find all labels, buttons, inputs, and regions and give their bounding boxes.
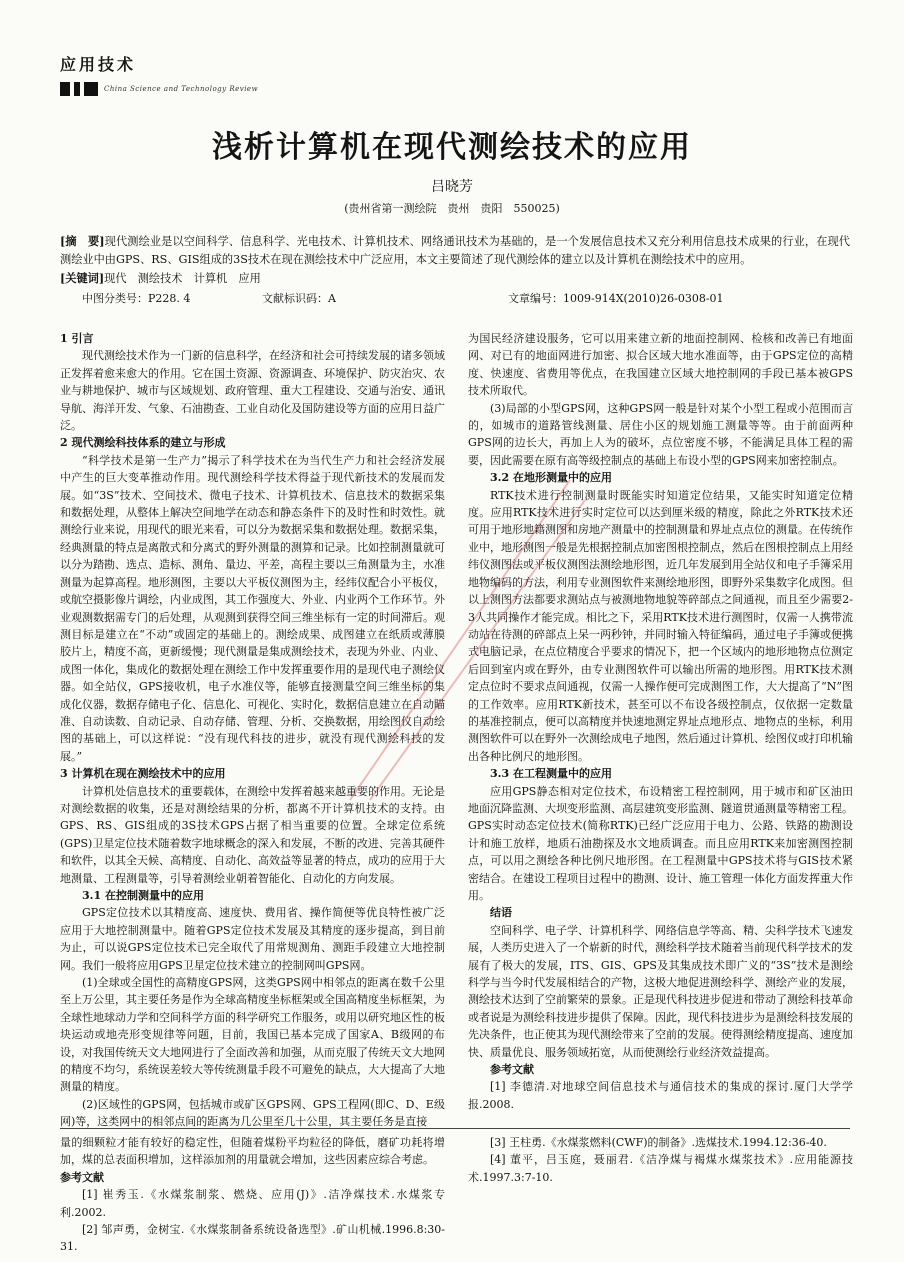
paragraph: RTK技术进行控制测量时既能实时知道定位结果，又能实时知道定位精度。应用RTK技术进行实时定位可以达到厘米级的精度，除此之外RTK技术还可用于地形地籍测图和房地产测量中的控制测量和界址点点位的测量。在传统作业中，地形测图一般是先根据控制点加密图根控制点，然后在图根控制点上用经纬仪测图法或平板仪测图法测绘地形图，近几年发展到用全站仪和电子手簿采用地物编码的方法，利用专业测图软件来测绘地形图，即野外采集数字化成图。但以上测图方法都要求测站点与被测地物地貌等碎部点之间通视，而且至少需要2-3人共同操作才能完成。相比之下，采用RTK技术进行测图时，仅需一人携带流动站在待测的碎部点上呆一两秒钟，并同时输入特征编码，通过电子手簿或便携式电脑记录，在点位精度合乎要求的情况下，把一个区域内的地形地物点位测定后回到室内或在野外，由专业测图软件可以输出所需的地形图。用RTK技术测定点位时不要求点间通视，仅需一人操作便可完成测图工作，大大提高了“N”图的工作效率。应用RTK新技术，甚至可以不布设各级控制点，仅依据一定数量的基准控制点，便可以高精度并快速地测定界址点地形点、地物点的坐标，利用测图软件可以在野外一次测绘成电子地图，然后通过计算机、绘图仪或打印机输出各种比例尺的地形图。 xyxy=(468,488,853,763)
heading-introduction: 1 引言 xyxy=(60,332,94,345)
heading-references: 参考文献 xyxy=(60,1170,104,1184)
paragraph: GPS定位技术以其精度高、速度快、费用省、操作简便等优良特性被广泛应用于大地控制测量中。随着GPS定位技术发展及其精度的逐步提高，到目前为止，可以说GPS定位技术已完全取代了用常规测角、测距手段建立大地控制网。我们一般将应用GPS卫星定位技术建立的控制网叫GPS网。 xyxy=(60,906,445,972)
reference-item: [1] 崔秀玉.《水煤浆制浆、燃烧、应用(J)》.洁净煤技术.水煤浆专利.2002. xyxy=(60,1188,445,1219)
journal-logo-icon xyxy=(60,82,98,96)
paragraph: 应用GPS静态相对定位技术，布设精密工程控制网，用于城市和矿区油田地面沉降监测、大坝变形监测、高层建筑变形监测、隧道贯通测量等精密工程。GPS实时动态定位技术(简称RTK)已经广泛应用于电力、公路、铁路的勘测设计和施工放样，地质石油勘探及水文地质调查。而且应用RTK来加密测图控制点，可以用之测绘各种比例尺地形图。在工程测量中GPS技术将与GIS技术紧密结合。在建设工程项目过程中的勘测、设计、施工管理一体化方面发挥重大作用。 xyxy=(468,784,853,902)
paragraph: 为国民经济建设服务，它可以用来建立新的地面控制网、检核和改善已有地面网、对已有的地面网进行加密、拟合区域大地水准面等，由于GPS定位的高精度、快速度、省费用等优点，在我国建立区域大地控制网的手段已基本被GPS技术所取代。 xyxy=(468,332,853,398)
heading-conclusion: 结语 xyxy=(490,906,512,920)
abstract-label: [摘 要] xyxy=(60,234,105,248)
abstract-block xyxy=(60,232,850,288)
paragraph: “科学技术是第一生产力”揭示了科学技术在为当代生产力和社会经济发展中产生的巨大变革推动作用。现代测绘科学技术得益于现代新技术的发展而发展。如“3S”技术、空间技术、微电子技术、计算机技术、信息技术的数据采集和数据处理，从整体上解决空间地学在动态和静态条件下的及时性和时效性。就测绘行业来说，用现代的眼光来看，可以分为数据采集和数据处理。数据采集，经典测量的特点是离散式和分离式的野外测量的测算和记录。比如控制测量就可以分为踏勘、选点、造标、测角、量边、平差，高程主要以三角测量为主，水准测量为起算高程。地形测图，主要以大平板仪测图为主，经纬仪配合小平板仪，或航空摄影像片调绘，内业成图，其工作强度大、外业、内业两个工作环节。外业观测数据需专门的后处理，从观测到获得空间三维坐标有一定的时间滞后。观测目标是建立在“不动”或固定的基础上的。测绘成果、成图建立在纸质或薄膜胶片上，精度不高，更新缓慢；现代测量是集成测绘技术，表现为外业、内业、成图一体化，集成化的数据处理在测绘工作中发挥重要作用的是现代电子测绘仪器。如全站仪，GPS接收机，电子水准仪等，能够直接测量空间三维坐标的集成化仪器，数据存储电子化、信息化、可视化、实时化，数据信息建立在自动瞄准、自动读数、自动记录、自动存储、管理、分析、交换数据，用绘图仪自动绘图的基础上，可以这样说：“没有现代科技的进步，就没有现代测绘科技的发展。” xyxy=(60,453,445,763)
paragraph: (3)局部的小型GPS网，这种GPS网一般是针对某个小型工程或小范围而言的，如城市的道路管线测量、居住小区的规划施工测量等等。由于前面两种GPS网的边长大，再加上人为的破坏，点位密度不够，不能满足具体工程的需要，因此需要在原有高等级控制点的基础上布设小型的GPS网来加密控制点。 xyxy=(468,401,853,467)
keywords-text: 现代 测绘技术 计算机 应用 xyxy=(104,272,261,285)
paragraph: 计算机处信息技术的重要载体，在测绘中发挥着越来越重要的作用。无论是对测绘数据的收集，还是对测绘结果的分析，都离不开计算机技术的支持。由GPS、RS、GIS组成的3S技术GPS占据了相当重要的位置。全球定位系统(GPS)卫星定位技术随着数字地球概念的深入和发展，不断的改进、完善其硬件和软件，以其全天候、高精度、自动化、高效益等显著的特点，成功的应用于大地测量、工程测量等，引导着测绘业朝着智能化、自动化的方向发展。 xyxy=(60,784,445,885)
paragraph: (2)区域性的GPS网，包括城市或矿区GPS网、GPS工程网(即C、D、E级网)等，这类网中的相邻点间的距离为几公里至几十公里，其主要任务是直接 xyxy=(60,1097,445,1129)
reference-item: [4] 董平，吕玉庭，聂丽君.《洁净煤与褐煤水煤浆技术》.应用能源技术.1997.3:7-10. xyxy=(468,1153,853,1184)
paper-affiliation: (贵州省第一测绘院 贵州 贵阳 550025) xyxy=(344,202,560,215)
journal-english-name: China Science and Technology Review xyxy=(104,85,259,93)
heading-section-3-1: 3.1 在控制测量中的应用 xyxy=(82,889,204,902)
paragraph: 现代测绘技术作为一门新的信息科学，在经济和社会可持续发展的诸多领域正发挥着愈来愈大的作用。它在国土资源、资源调查、环境保护、防灾治灾、农业与耕地保护、城市与区域规划、政府管理、重大工程建设、交通与治安、通讯导航、海洋开发、气象、石油勘查、工业自动化及国防建设等方面的应用日益广泛。 xyxy=(60,349,445,433)
journal-header xyxy=(60,82,258,96)
document-code: 文献标识码：A xyxy=(262,292,336,305)
article-number: 文章编号：1009-914X(2010)26-0308-01 xyxy=(508,292,724,305)
bottom-right-column xyxy=(468,1134,853,1186)
right-column xyxy=(468,330,853,1113)
reference-item: [3] 王柱勇.《水煤浆燃料(CWF)的制备》.选煤技术.1994.12:36-40. xyxy=(490,1136,827,1149)
heading-references: 参考文献 xyxy=(490,1063,534,1077)
class-number: 中图分类号：P228. 4 xyxy=(82,292,191,305)
keywords-label: [关键词] xyxy=(60,271,105,285)
heading-section-3: 3 计算机在现在测绘技术中的应用 xyxy=(60,767,226,781)
reference-item: [2] 邹声勇，金树宝.《水煤浆制备系统设备选型》.矿山机械.1996.8:30-31. xyxy=(60,1223,445,1254)
paragraph: (1)全球或全国性的高精度GPS网，这类GPS网中相邻点的距离在数千公里至上万公里，其主要任务是作为全球高精度坐标框架或全国高精度坐标框架，为全球性地球动力学和空间科学方面的科学研究工作服务，或用以研究地区性的板块运动或地壳形变规律等问题，目前，我国已基本完成了国家A、B级网的布设，对我国传统天文大地网进行了全面改善和加强，从而克服了传统天文大地网的精度不均匀，系统误差较大等传统测量手段不可避免的缺点，大大提高了大地测量的精度。 xyxy=(60,976,445,1094)
paragraph: 空间科学、电子学、计算机科学、网络信息学等高、精、尖科学技术飞速发展，人类历史进入了一个崭新的时代，测绘科学技术随着当前现代科学技术的发展有了极大的发展，ITS、GIS、GPS及其集成技术即广义的“3S”技术是测绘科学与当今时代发展相结合的产物，这极大地促进测绘科学、测绘产业的发展，测绘技术达到了空前繁荣的景象。正是现代科技进步促进和带动了测绘科技革命或者说是为测绘科技进步提供了保障。因此，现代科技进步为是测绘科技发展的先决条件，也正使其为现代测绘带来了空前的发展。使得测绘精度提高、速度加快、质量优良、服务领域拓宽，从而使测绘行业经济效益提高。 xyxy=(468,923,853,1059)
section-label: 应用技术 xyxy=(60,55,137,74)
bottom-left-column xyxy=(60,1134,445,1256)
paper-title: 浅析计算机在现代测绘技术的应用 xyxy=(212,130,692,165)
left-column xyxy=(60,330,445,1131)
divider xyxy=(60,1128,850,1129)
abstract-text: 现代测绘业是以空间科学、信息科学、光电技术、计算机技术、网络通讯技术为基础的，是一个发展信息技术又充分利用信息技术成果的行业，在现代测绘业中由GPS、RS、GIS组成的3S技术在现在测绘技术中广泛应用，本文主要简述了现代测绘体的建立以及计算机在测绘技术中的应用。 xyxy=(60,235,850,266)
heading-section-2: 2 现代测绘科技体系的建立与形成 xyxy=(60,436,226,450)
paper-author: 吕晓芳 xyxy=(431,179,473,195)
heading-section-3-3: 3.3 在工程测量中的应用 xyxy=(490,767,612,781)
reference-item: [1] 李德清.对地球空间信息技术与通信技术的集成的探讨.厦门大学学报.2008. xyxy=(468,1080,853,1111)
paragraph: 量的细颗粒才能有较好的稳定性，但随着煤粉平均粒径的降低，磨矿功耗将增加，煤的总表面积增加，这样添加剂的用量就会增加，这些因素应综合考虑。 xyxy=(60,1136,445,1167)
heading-section-3-2: 3.2 在地形测量中的应用 xyxy=(490,471,612,485)
